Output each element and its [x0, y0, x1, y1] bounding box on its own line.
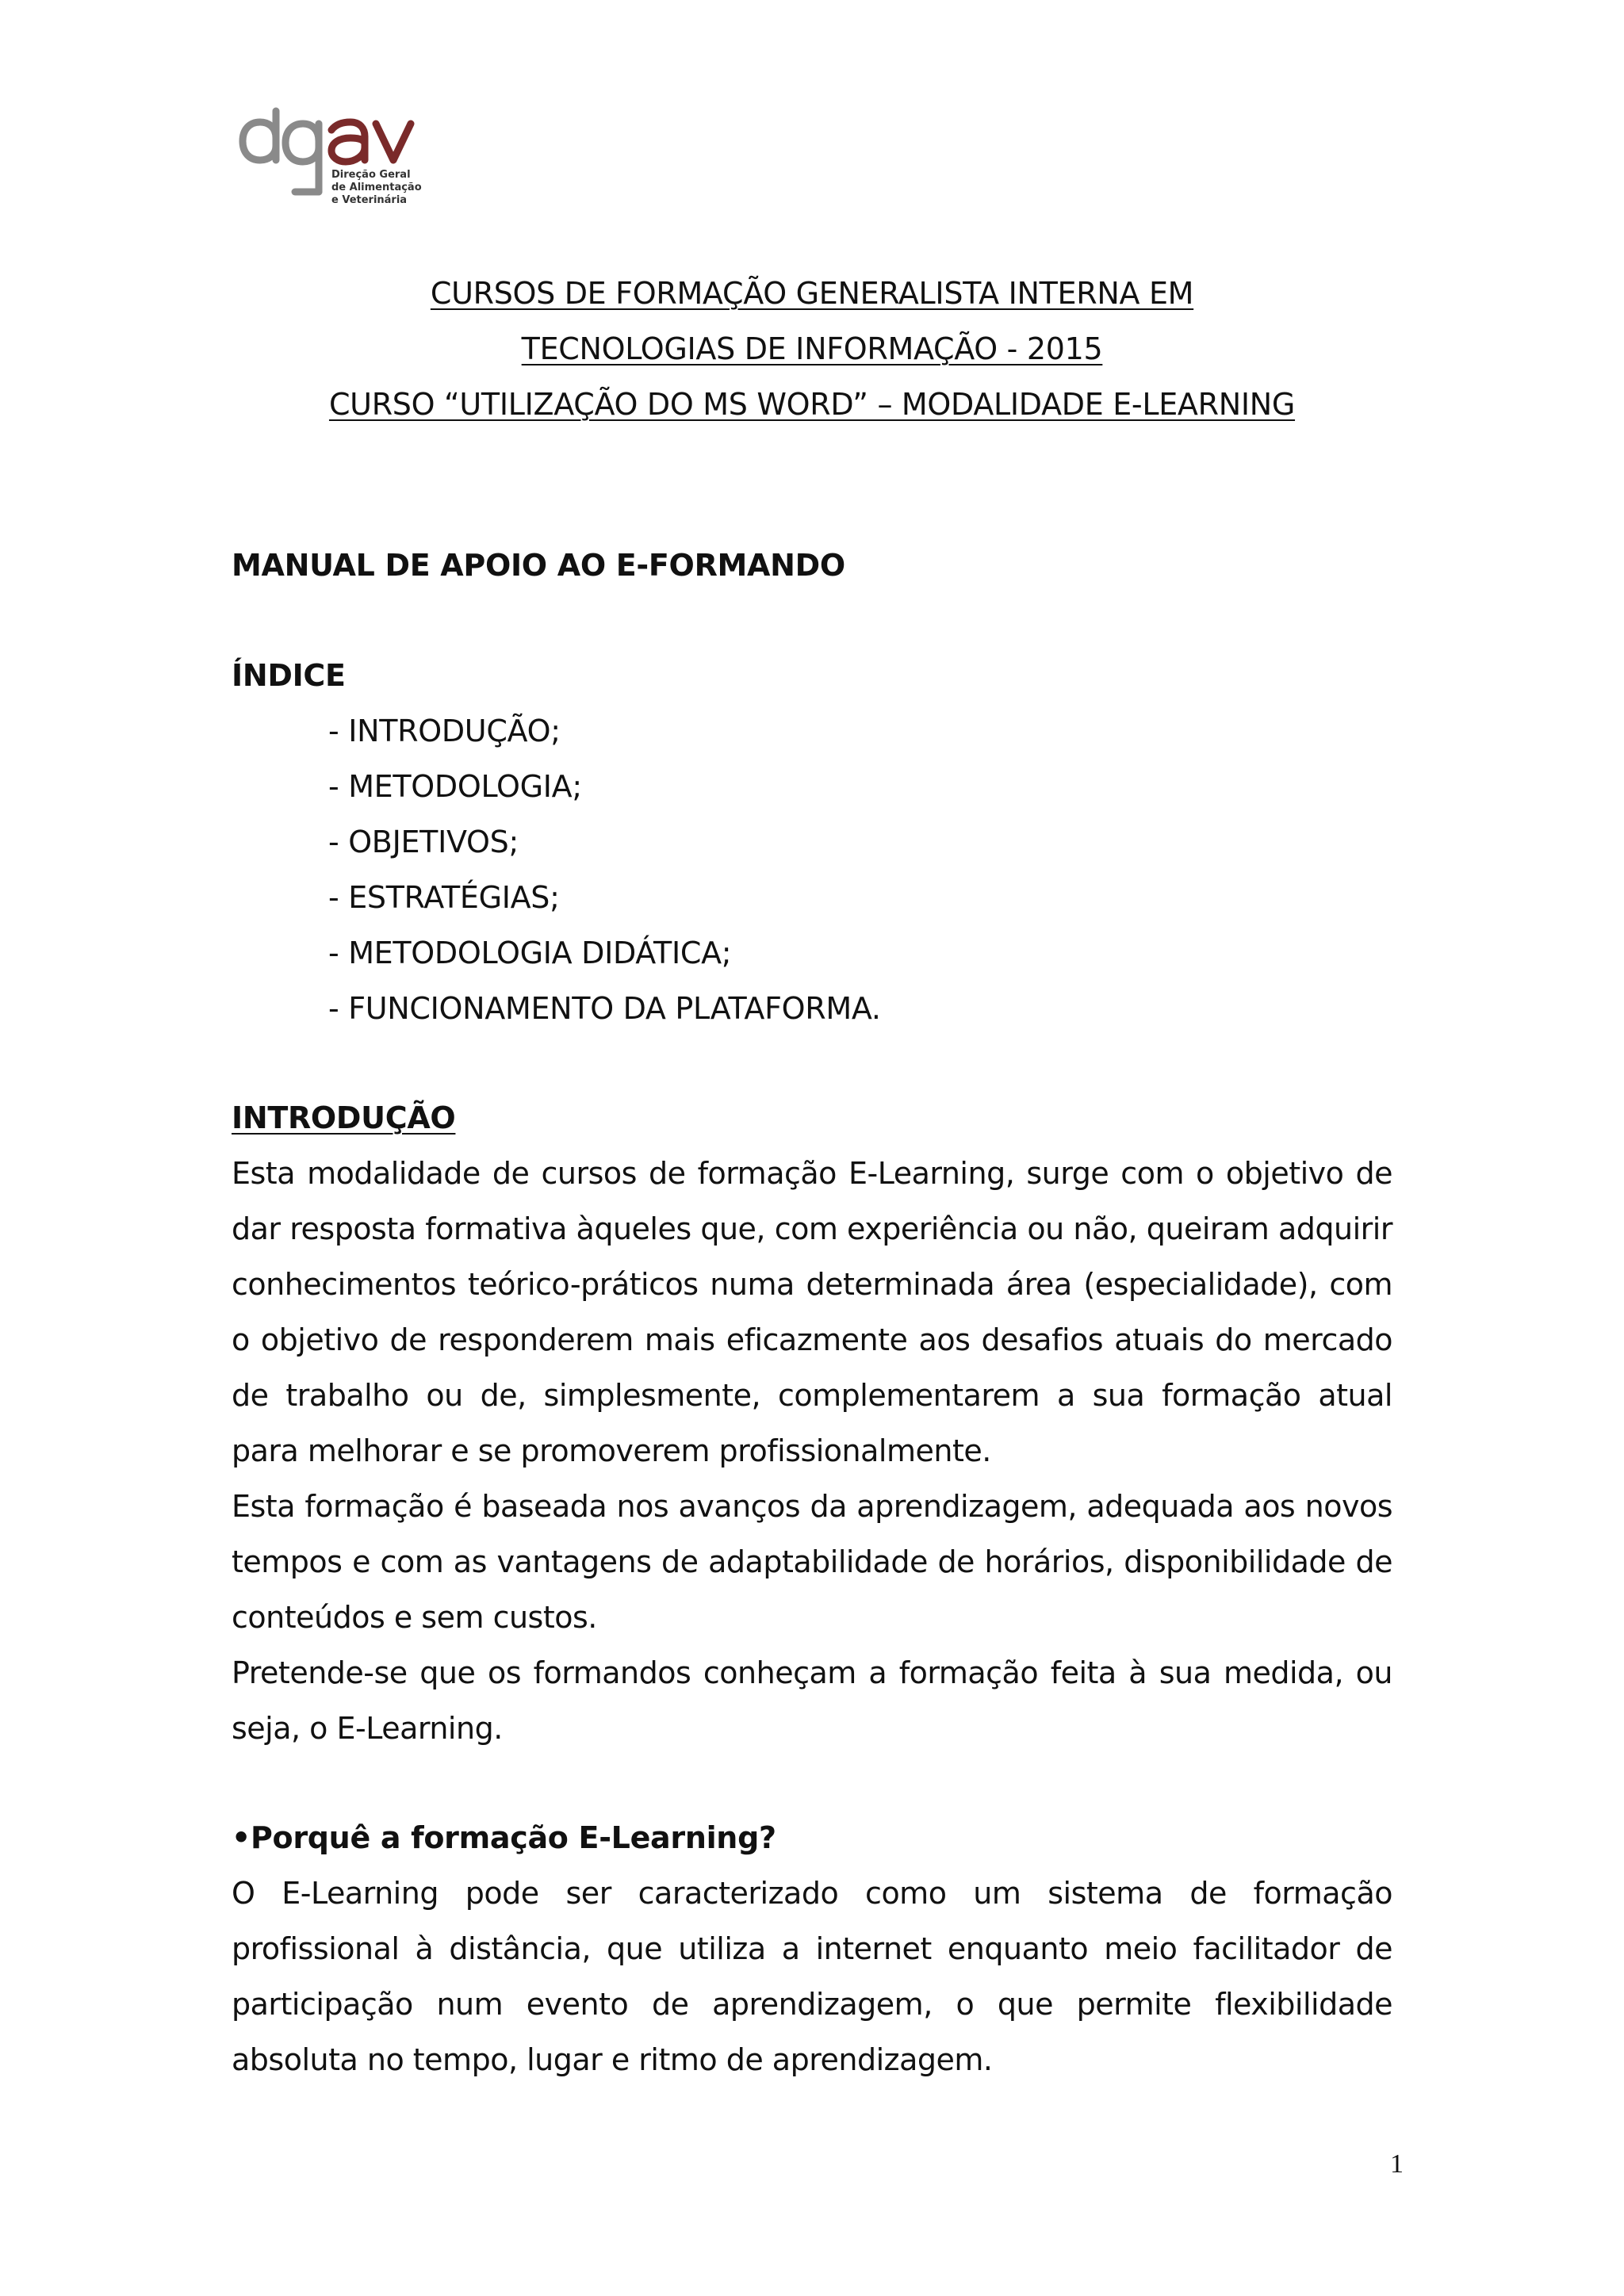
- introduction-heading: INTRODUÇÃO: [232, 1100, 456, 1135]
- svg-text:de Alimentação: de Alimentação: [331, 182, 422, 193]
- introduction-paragraph: Pretende-se que os formandos conheçam a formação feita à sua medida, ou seja, o E-Learning.: [232, 1655, 1392, 1746]
- svg-text:Direção Geral: Direção Geral: [331, 169, 411, 181]
- manual-section: [232, 538, 1392, 593]
- index-list: [232, 703, 1392, 1036]
- title-line-1: CURSOS DE FORMAÇÃO GENERALISTA INTERNA EM: [430, 276, 1194, 311]
- title-line-2: TECNOLOGIAS DE INFORMAÇÃO - 2015: [521, 331, 1103, 366]
- why-elearning-section: [232, 1810, 1392, 2087]
- why-elearning-paragraph: O E-Learning pode ser caracterizado como um sistema de formação profissional à distância, que utiliza a internet enquanto meio facilitador de participação num evento de aprendizagem, o que permite flexibilidade absoluta no tempo, lugar e ritmo de aprendizagem.: [232, 1876, 1392, 2077]
- why-elearning-heading: •Porquê a formação E-Learning?: [232, 1820, 776, 1855]
- svg-text:e Veterinária: e Veterinária: [331, 194, 408, 206]
- dgav-logo-image: [230, 79, 452, 222]
- introduction-paragraph: Esta modalidade de cursos de formação E-Learning, surge com o objetivo de dar resposta formativa àqueles que, com experiência ou não, queiram adquirir conhecimentos teórico-práticos numa determinada área (especialidade), com o objetivo de responderem mais eficazmente aos desafios atuais do mercado de trabalho ou de, simplesmente, complementarem a sua formação atual para melhorar e se promoverem profissionalmente.: [232, 1156, 1392, 1468]
- introduction-paragraph: Esta formação é baseada nos avanços da aprendizagem, adequada aos novos tempos e com as vantagens de adaptabilidade de horários, disponibilidade de conteúdos e sem custos.: [232, 1489, 1392, 1635]
- manual-heading: MANUAL DE APOIO AO E-FORMANDO: [232, 548, 845, 583]
- index-item: - OBJETIVOS;: [328, 825, 519, 859]
- title-line-3: CURSO “UTILIZAÇÃO DO MS WORD” – MODALIDADE E-LEARNING: [328, 387, 1296, 422]
- index-item: - FUNCIONAMENTO DA PLATAFORMA.: [328, 991, 881, 1026]
- introduction-section: [232, 1090, 1392, 1756]
- dgav-logo: [230, 79, 452, 222]
- index-section: [232, 648, 1392, 1036]
- index-heading: ÍNDICE: [232, 658, 346, 693]
- index-item: - METODOLOGIA;: [328, 769, 582, 804]
- page-number: 1: [1390, 2149, 1404, 2179]
- index-item: - METODOLOGIA DIDÁTICA;: [328, 936, 732, 970]
- index-item: - INTRODUÇÃO;: [328, 714, 561, 748]
- index-item: - ESTRATÉGIAS;: [328, 880, 560, 915]
- document-title: [0, 266, 1624, 432]
